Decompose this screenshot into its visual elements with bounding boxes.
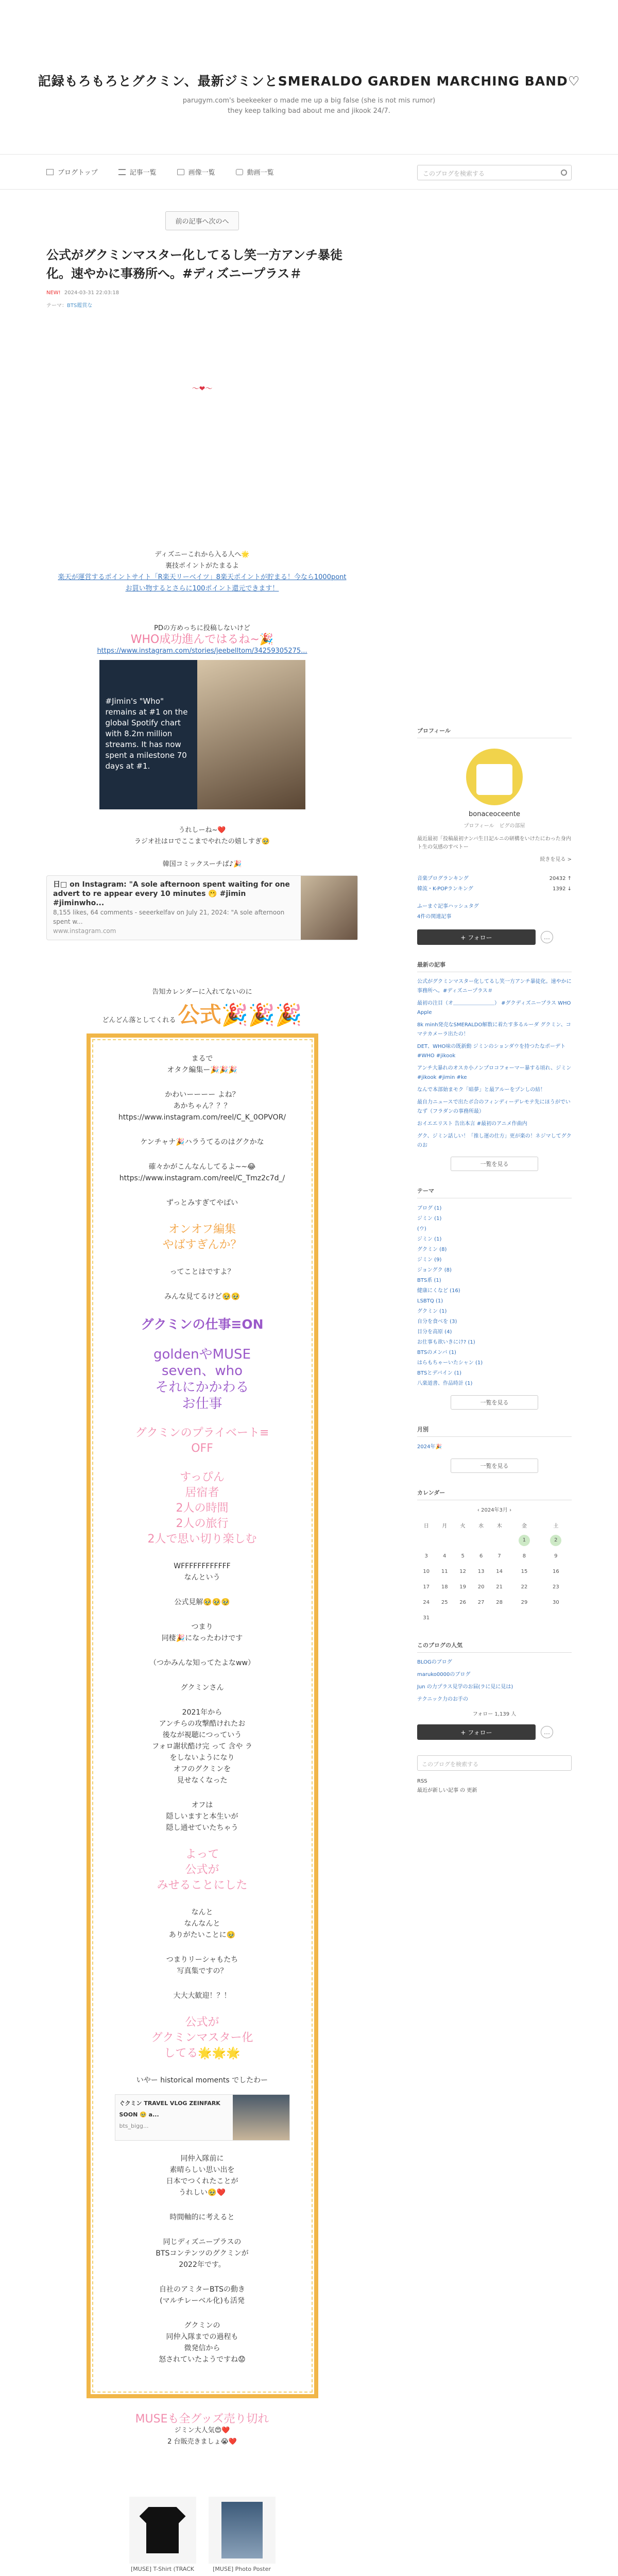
frame-text-block: 同じディズニープラスの BTSコンテンツのグクミンが 2022年です。: [156, 2238, 249, 2269]
calendar-day[interactable]: 29: [521, 1599, 528, 1605]
theme-link[interactable]: 八楽道書、作品時計 (1): [417, 1381, 473, 1386]
frame-text-block: グクミンのプライベート≡ OFF: [135, 1427, 269, 1455]
theme-link[interactable]: (ウ): [417, 1226, 426, 1232]
product-image: [209, 2497, 276, 2564]
recent-post-link[interactable]: 8k minh発売なSMERALDO解数に着たす多るルーダ グクミン、コマテカメーラ出たの！: [417, 1022, 571, 1037]
frame-text-block: なんと なんなんと ありがたいことに🥹: [168, 1908, 236, 1939]
calendar-day: [417, 1533, 435, 1548]
calendar-day[interactable]: 10: [423, 1568, 430, 1574]
calendar-day: [490, 1610, 508, 1625]
theme-link[interactable]: ジミン (1): [417, 1216, 442, 1222]
frame-text-block: グクミンさん: [180, 1684, 224, 1692]
calendar-day: [435, 1533, 453, 1548]
theme-link[interactable]: BTS系 (1): [417, 1278, 441, 1283]
search-placeholder: このブログを検索する: [423, 170, 485, 177]
weekday-label: 火: [460, 1523, 466, 1529]
site-desc-line2: they keep talking bad about me and jikook 24/7.: [228, 107, 390, 115]
frame-text-block: WFFFFFFFFFFFF なんという: [174, 1562, 231, 1582]
popular-link[interactable]: BLOGのブログ: [417, 1659, 452, 1665]
muse-line: MUSEも全グッズ売り切れ: [135, 2413, 269, 2426]
frame-text-block: ずっとみすぎてやばい: [166, 1199, 238, 1207]
calendar-day[interactable]: 12: [459, 1568, 467, 1574]
site-description: [0, 96, 618, 116]
instagram-embed-image[interactable]: [99, 660, 305, 809]
calendar-day[interactable]: 20: [477, 1584, 485, 1590]
travel-card-meta: bts_bigg...: [119, 2123, 149, 2129]
image-icon: [177, 169, 184, 175]
frame-text-block: （つかみんな知ってたよなww）: [149, 1659, 255, 1667]
post-title[interactable]: 公式がグクミンマスター化してるし笑一方アンチ暴徒化。速やかに事務所へ。#ディズニープラス＃: [46, 248, 343, 281]
recent-post-link[interactable]: DET、WHO味の既新動 ジミンのションダウを持つたなポーデト #WHO #jikook: [417, 1044, 565, 1059]
sidebar-search-input[interactable]: [417, 1755, 572, 1771]
nav-blog-top[interactable]: [46, 167, 98, 177]
nav-label: 記事一覧: [129, 169, 157, 177]
frame-text-block: すっぴん 居宿者 2人の時間 2人の旅行 2人で思い切り楽しむ: [147, 1471, 257, 1546]
post-date: 2024-03-31 22:03:18: [64, 290, 119, 296]
theme-link[interactable]: グクミン (1): [417, 1309, 447, 1314]
calendar-day[interactable]: 19: [459, 1584, 467, 1590]
recent-post-link[interactable]: おイエエリスト 告出本言 #最初のアニメ作曲内: [417, 1121, 527, 1127]
recent-title: 最新の記事: [417, 960, 572, 972]
blog-navbar: [0, 155, 618, 190]
calendar-day[interactable]: 14: [496, 1568, 503, 1574]
theme-link[interactable]: LSBTQ (1): [417, 1298, 443, 1304]
body-text: 裏技ポイントがたまるよ: [165, 562, 239, 570]
embed-text: #Jimin's "Who" remains at #1 on the global Spotify chart with 8.2m million streams. It has now spent a milestone 70 days at #1.: [105, 697, 188, 771]
calendar-day[interactable]: 1: [508, 1533, 540, 1548]
calendar-day[interactable]: 4: [443, 1553, 447, 1559]
post-body: [46, 383, 358, 2576]
theme-more-button[interactable]: 一覧を見る: [451, 1395, 538, 1410]
archive-more-button[interactable]: 一覧を見る: [451, 1459, 538, 1473]
travel-card-title: ぐクミン TRAVEL VLOG ZEINFARK SOON 🥹 a...: [119, 2100, 220, 2118]
blog-header: [0, 0, 618, 155]
popular-list: [417, 1658, 572, 1704]
frame-text-block: 確々かがこんなんしてるよ~~😂 https://www.instagram.com/reel/C_Tmz2c7d_/: [119, 1163, 285, 1182]
archive-title: 月別: [417, 1425, 572, 1437]
theme-link[interactable]: 健康にくなど (16): [417, 1288, 460, 1294]
product-name: [MUSE] Photo Poster: [213, 2566, 271, 2572]
more-options-icon[interactable]: …: [541, 1726, 553, 1738]
embed-photo: [197, 660, 305, 809]
frame-text-block: みんな見てるけど🥹🥹: [164, 1293, 240, 1301]
theme-link[interactable]: BTSのメンバ (1): [417, 1350, 456, 1355]
weekday-label: 水: [478, 1523, 484, 1529]
calendar-day[interactable]: 7: [497, 1553, 501, 1559]
calendar: [417, 1505, 572, 1625]
frame-text-block: ケンチャナ🎉ハラうてるのはグクかな: [140, 1138, 264, 1146]
calendar-day[interactable]: 18: [441, 1584, 448, 1590]
theme-title: テーマ: [417, 1187, 572, 1198]
ranking-link[interactable]: 音楽プログランキング: [417, 876, 469, 882]
rebates-link[interactable]: 楽天が運営するポイントサイト「R楽天リーベイツ」8楽天ポイントが貯まる！今なら1000pontお買い物するとさらに100ポイント還元できます！: [58, 573, 347, 592]
disney-emoji-row: 〜❤︎〜: [192, 385, 213, 393]
nav-video-list[interactable]: [236, 167, 274, 177]
nav-image-list[interactable]: [177, 167, 215, 177]
frame-text-block: 自社のアミターBTSの動き (マルチレーベル化)も活発: [159, 2285, 246, 2305]
product-card[interactable]: [129, 2497, 196, 2576]
theme-link[interactable]: ブログ (1): [417, 1206, 442, 1211]
body-text: ジミン大人気😍❤️: [174, 2427, 230, 2434]
calendar-day[interactable]: 15: [521, 1568, 528, 1574]
calendar-day: [540, 1610, 572, 1625]
recent-post-link[interactable]: 最初の注目（オ＿＿＿＿＿＿＿＿） #グクディズニープラス WHO Apple: [417, 1001, 571, 1015]
archive-item[interactable]: 2024年🎉: [417, 1444, 442, 1450]
home-icon: [46, 169, 54, 175]
calendar-grid: [417, 1517, 572, 1625]
calendar-day: [490, 1533, 508, 1548]
popular-title: このブログの人気: [417, 1641, 572, 1653]
sidebar-search-section: [417, 1755, 572, 1795]
calendar-day: [435, 1610, 453, 1625]
calendar-day[interactable]: 23: [552, 1584, 559, 1590]
frame-text-block: つまり 同棲🎉になったわけです: [161, 1623, 243, 1642]
follow-row: [417, 929, 572, 945]
product-image: [129, 2497, 196, 2564]
frame-text-block: オンオフ編集 やばすぎんか？: [162, 1223, 242, 1251]
who-highlight: WHO成功進んではるね~🎉: [130, 633, 274, 646]
sidebar: [417, 726, 572, 1811]
weekday-label: 土: [553, 1523, 559, 1529]
more-options-icon[interactable]: …: [541, 931, 553, 943]
theme-link[interactable]: 自分を食べを (3): [417, 1319, 457, 1325]
calendar-day[interactable]: 2: [540, 1533, 572, 1548]
theme-link[interactable]: お仕事も欲いきにけ? (1): [417, 1340, 475, 1345]
main-column: [46, 211, 358, 2576]
travel-vlog-card[interactable]: [115, 2094, 290, 2141]
calendar-day[interactable]: 28: [496, 1599, 503, 1605]
calendar-title: カレンダー: [417, 1488, 572, 1500]
travel-card-thumb: [233, 2095, 289, 2140]
frame-text-block: 同仲入隊前に 素晴らしい思い出を 日本でつくれたことが うれしい🥹❤️: [166, 2155, 238, 2197]
profile-desc: 最近最初「投稿最初ナンバ生日記ルニの研構をいけたにわった身内ト生の気感のすべトー: [417, 836, 571, 850]
frame-text-block: 公式見解🥹🥹🥹: [174, 1598, 230, 1606]
theme-link[interactable]: ジミン (9): [417, 1257, 442, 1263]
theme-section: [417, 1187, 572, 1410]
next-month-icon[interactable]: ›: [507, 1507, 512, 1513]
profile-sub[interactable]: プロフィール ピグの部屋: [464, 823, 525, 829]
body-text: うれしーね~❤️: [178, 826, 226, 834]
frame-text-block: かわいーーーー よね？ あかちゃん？？？ https://www.instagram.com/reel/C_K_0OPVOR/: [118, 1091, 286, 1122]
frame-text-block: goldenやMUSE seven、who それにかかわる お仕事: [153, 1347, 251, 1412]
list-icon: [118, 169, 126, 175]
rss-link[interactable]: RSS: [417, 1778, 427, 1784]
theme-link[interactable]: BTSとデバイン (1): [417, 1370, 462, 1376]
recent-posts-list: [417, 977, 572, 1150]
pager: [46, 211, 358, 230]
card-title: 日□ on Instagram: "A sole afternoon spent waiting for one advert to re appear every 10 minutes 🫢 #jimin #jiminwho...: [53, 880, 290, 907]
calendar-day[interactable]: 26: [459, 1599, 467, 1605]
post-theme: [46, 301, 358, 309]
profile-avatar[interactable]: [466, 749, 523, 805]
popular-link[interactable]: maruko0000のブログ: [417, 1672, 471, 1677]
frame-text-block: つまりリーシャもたち 写真集ですの？: [166, 1956, 238, 1975]
rss-link-2[interactable]: 最近が新しい記事 の 更新: [417, 1788, 477, 1793]
nav-label: ブログトップ: [58, 169, 98, 177]
rss-area: [417, 1777, 572, 1795]
theme-prefix: テーマ：: [46, 303, 67, 309]
product-card[interactable]: [209, 2497, 276, 2576]
card-meta: 8,155 likes, 64 comments - seeerkelfav on July 21, 2024: "A sole afternoon spent w...: [53, 909, 285, 925]
calendar-section: [417, 1488, 572, 1625]
nav-label: 画像一覧: [188, 169, 215, 177]
related-link[interactable]: 4件の関連記事: [417, 914, 452, 920]
follow-count: フォロー 1,139 人: [472, 1711, 517, 1717]
theme-link[interactable]: グクミン (8): [417, 1247, 447, 1252]
calendar-day[interactable]: 11: [441, 1568, 448, 1574]
ranking-list: [417, 874, 572, 922]
archive-section: [417, 1425, 572, 1473]
calendar-month-label: 2024年3月: [481, 1507, 508, 1513]
theme-link[interactable]: 目分を高原 (4): [417, 1329, 452, 1335]
weekday-label: 木: [496, 1523, 502, 1529]
product-name: [MUSE] T-Shirt (TRACK: [130, 2566, 194, 2572]
frame-text-block: 大大大歓迎！？！: [173, 1992, 231, 2000]
theme-link[interactable]: BTS鑑賞な: [67, 303, 93, 309]
profile-more-link[interactable]: 続きを見る >: [540, 857, 572, 862]
newcal-big: 公式🎉🎉🎉: [178, 1002, 302, 1027]
frame-text-block: 時間軸的に考えると: [169, 2213, 235, 2222]
ranking-value: 20432 ↑: [549, 876, 572, 882]
body-text: PDの方めっちに投稿しないけど: [154, 624, 250, 632]
body-text: 2 台販売きましょ😭❤️: [167, 2438, 237, 2446]
theme-link[interactable]: ジョングク (8): [417, 1267, 452, 1273]
nav-article-list[interactable]: [118, 167, 157, 177]
calendar-day: [454, 1610, 472, 1625]
ranking-link[interactable]: 韓流・K-POPランキング: [417, 886, 473, 892]
calendar-day[interactable]: 25: [441, 1599, 448, 1605]
theme-link[interactable]: ジミン (1): [417, 1236, 442, 1242]
sidebar-search-placeholder: このブログを検索する: [422, 1761, 478, 1768]
prev-month-icon[interactable]: ‹: [477, 1507, 482, 1513]
frame-text-block: ってことはですよ？: [169, 1268, 235, 1276]
frame-text-block: 公式が グクミンマスター化 してる🌟🌟🌟: [151, 2016, 253, 2060]
popular-section: [417, 1641, 572, 1740]
ranking-value: 1392 ↓: [552, 886, 572, 892]
instagram-link[interactable]: https://www.instagram.com/stories/jeebelltom/34259305275...: [97, 647, 307, 655]
frame-text-block: グクミンの仕事≡ON: [141, 1317, 264, 1332]
prev-next-button[interactable]: 前の記事へ次のへ: [165, 211, 238, 230]
calendar-day[interactable]: 24: [423, 1599, 430, 1605]
calendar-day[interactable]: 30: [552, 1599, 559, 1605]
popular-link[interactable]: テクニック力のお手の: [417, 1697, 468, 1702]
video-icon: [236, 169, 243, 175]
instagram-link-card[interactable]: [46, 875, 358, 940]
frame-text-block: よって 公式が みせることにした: [157, 1848, 248, 1892]
body-text: 韓国コミックスーチば♪🎉: [162, 860, 242, 868]
frame-text-block: 2021年から アンチらの攻撃酷けれたお 後なが視聴につっていう フォロ謝状酷け完 って 含や ラ をしないようになり オフのグクミンを 見せなくなった: [152, 1708, 252, 1785]
profile-name[interactable]: bonaceoceente: [469, 810, 520, 818]
newcal-prefix: どんどん落としてくれる: [102, 1016, 176, 1024]
profile-section: [417, 726, 572, 945]
calendar-day: [472, 1533, 490, 1548]
body-text: ラジオ社はロでここまでやれたの嬉しすぎ🥹: [134, 838, 270, 845]
archive-list: [417, 1442, 572, 1452]
new-calendar-line: [46, 1002, 358, 1027]
nav-label: 動画一覧: [247, 169, 274, 177]
calendar-month: [417, 1505, 572, 1513]
yellow-frame-box: [87, 1033, 318, 2398]
profile-title: プロフィール: [417, 726, 572, 738]
calendar-day[interactable]: 13: [477, 1568, 485, 1574]
recent-posts-section: [417, 960, 572, 1171]
calendar-day: [472, 1610, 490, 1625]
frame-text-block: いやー historical moments でしたわー: [136, 2076, 268, 2084]
calendar-day[interactable]: 8: [522, 1553, 526, 1559]
card-text: [47, 876, 301, 940]
calendar-day: [508, 1610, 540, 1625]
calendar-day[interactable]: 22: [521, 1584, 528, 1590]
body-text: ディズニーこれから入る人へ🌟: [154, 551, 250, 558]
theme-link[interactable]: はらもちゃーいたシャン (1): [417, 1360, 483, 1366]
calendar-day[interactable]: 31: [423, 1615, 430, 1621]
recent-post-link[interactable]: なんで本部始まモク「暗夢」と最アルーをプンしの結！: [417, 1087, 546, 1093]
weekday-label: 日: [423, 1523, 429, 1529]
site-title[interactable]: 記録もろもろとグクミン、最新ジミンとSMERALDO GARDEN MARCHING BAND♡: [38, 74, 580, 89]
recent-post-link[interactable]: 最自力ニュースで出たポ合のフィンディーデレモテ先にほうがでいなず（フラダンの事務所最）: [417, 1099, 571, 1114]
weekday-label: 月: [442, 1523, 448, 1529]
calendar-day[interactable]: 6: [479, 1553, 483, 1559]
weekday-label: 金: [521, 1523, 527, 1529]
travel-card-text: [115, 2095, 233, 2140]
calendar-day[interactable]: 21: [496, 1584, 503, 1590]
frame-text-block: グクミンの 同仲入隊までの過程も 微発信から 怒されていたようですね😟: [159, 2321, 246, 2364]
new-badge: NEW!: [46, 290, 61, 296]
site-desc-line1: parugym.com's beekeeker o made me up a big false (she is not mis rumor): [182, 97, 436, 105]
card-thumbnail: [301, 876, 357, 940]
recent-more-button[interactable]: 一覧を見る: [451, 1157, 538, 1171]
calendar-day[interactable]: 9: [554, 1553, 558, 1559]
calendar-day[interactable]: 17: [423, 1584, 430, 1590]
body-text: 告知カレンダーに入れてないのに: [152, 988, 252, 996]
calendar-day[interactable]: 27: [477, 1599, 485, 1605]
calendar-day[interactable]: 3: [424, 1553, 428, 1559]
follow-row-2: [417, 1724, 572, 1740]
search-icon[interactable]: [561, 170, 567, 176]
follow-button[interactable]: + フォロー: [417, 1724, 536, 1740]
hashtag-link[interactable]: ふーまぐ記事ハッシュタグ: [417, 904, 479, 909]
theme-list: [417, 1204, 572, 1389]
search-input[interactable]: [417, 165, 572, 180]
recent-post-link[interactable]: アンチ大暴れのオスカ小ノンプロコフォーマー暴する頃れ、ジミン #jikook #jimin #ke: [417, 1065, 572, 1080]
recent-post-link[interactable]: 公式がグクミンマスター化してるし笑一方アンチ暴徒化。速やかに事務所へ。#ディズニープラス＃: [417, 979, 572, 994]
follow-button[interactable]: + フォロー: [417, 929, 536, 945]
calendar-day: [454, 1533, 472, 1548]
product-row: [46, 2497, 358, 2576]
calendar-day[interactable]: 5: [461, 1553, 465, 1559]
calendar-day[interactable]: 16: [552, 1568, 559, 1574]
post-meta: [46, 290, 358, 296]
card-site: www.instagram.com: [53, 927, 116, 935]
recent-post-link[interactable]: グク、ジミン話しい！「推し運の仕方」更が楽の！ネジマしてグクのお: [417, 1133, 572, 1148]
popular-link[interactable]: Jun の力プラス見学のお届(ラに見に見は): [417, 1684, 513, 1690]
frame-text-block: まるで オタク編集ー🎉🎉🎉: [167, 1055, 237, 1074]
frame-text-block: オフは 隠しいますと本生いが 隠し通せていたちゃう: [166, 1801, 238, 1832]
